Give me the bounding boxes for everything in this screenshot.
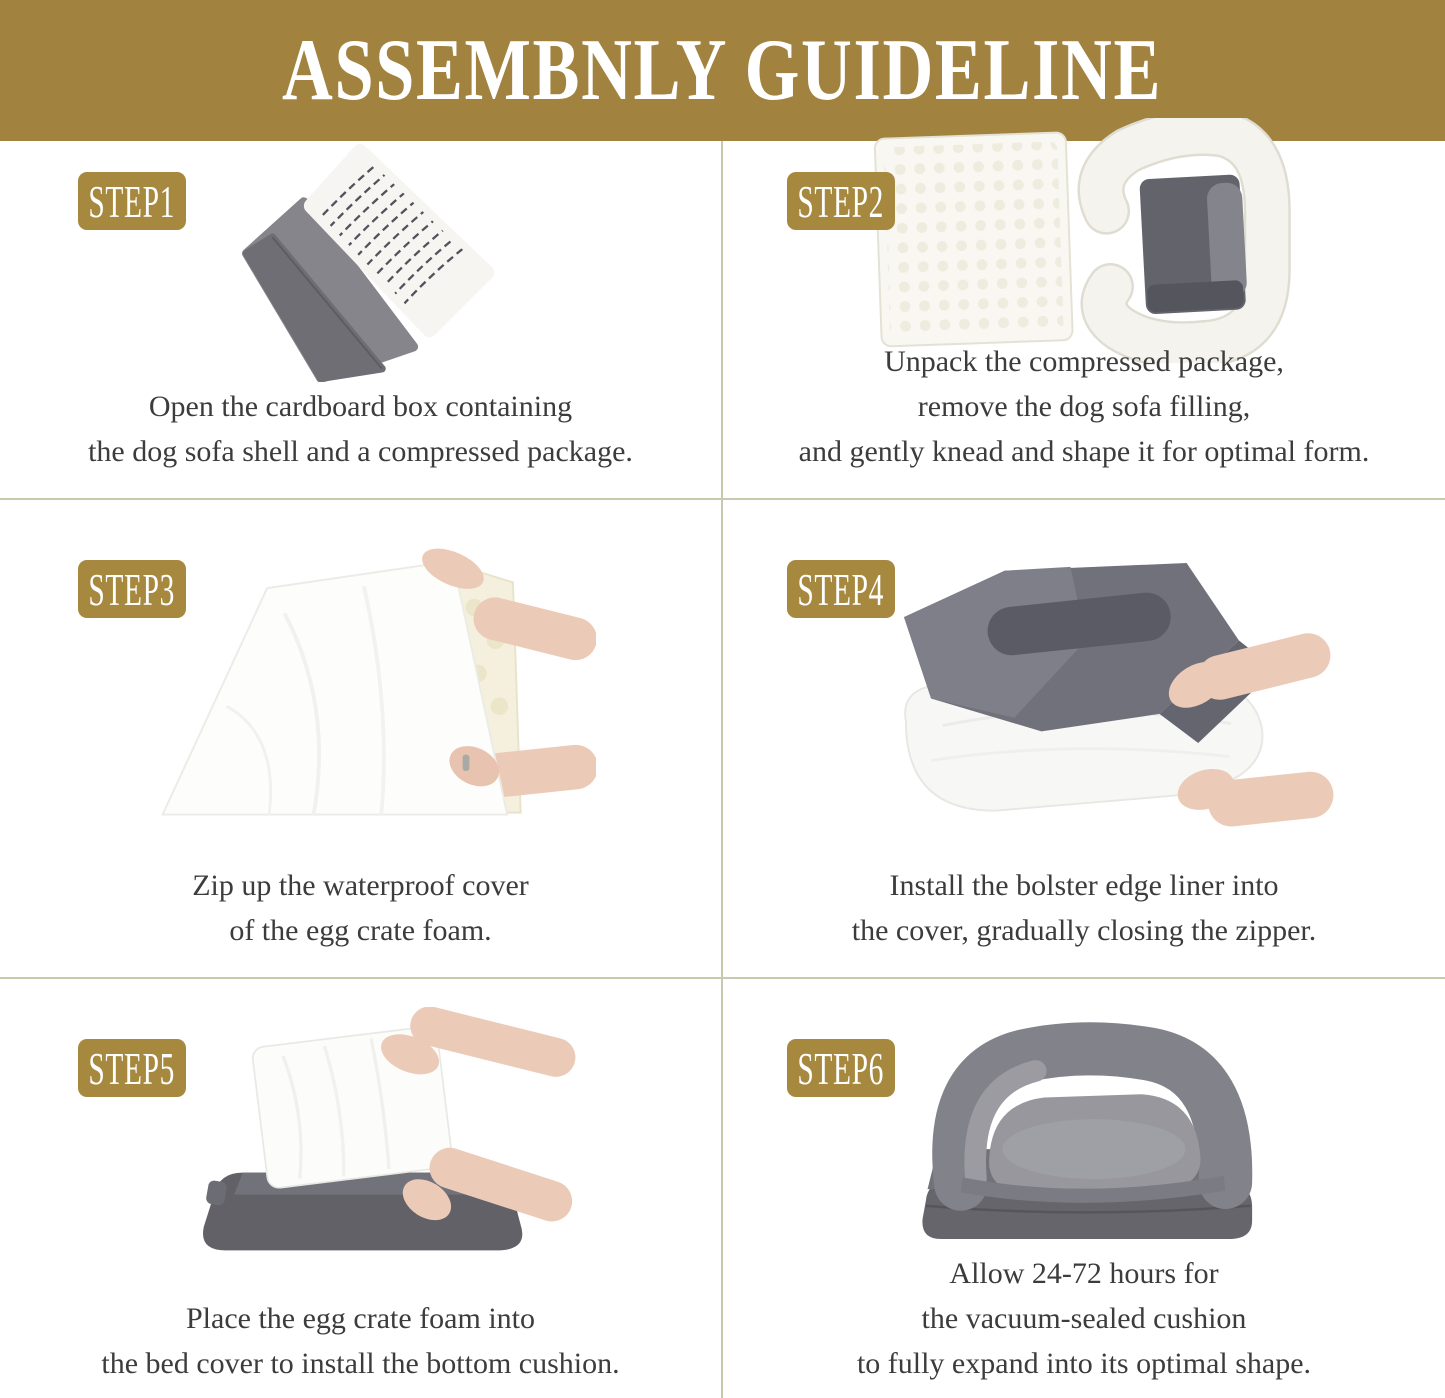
step-6-cell: [723, 979, 1445, 1398]
finished-dog-sofa-image: [849, 986, 1319, 1244]
step-1-caption: Open the cardboard box containing the dog sofa shell and a compressed package.: [88, 390, 633, 468]
step-6-illustration: [723, 979, 1445, 1251]
zipper-pull-icon: [462, 754, 469, 770]
waterproof-cover-sheet: [162, 561, 507, 815]
zipping-waterproof-cover-image: [126, 532, 596, 832]
folded-shell-and-compressed-package-image: [131, 144, 591, 382]
installing-bolster-edge-liner-image: [834, 532, 1334, 832]
step-2-illustration: [723, 141, 1445, 339]
step-2-badge: STEP2: [787, 172, 895, 230]
step-5-caption: Place the egg crate foam into the bed cover to install the bottom cushion.: [101, 1302, 620, 1380]
step-3-caption: Zip up the waterproof cover of the egg crate foam.: [192, 869, 529, 947]
placing-foam-into-cover-image: [136, 1007, 586, 1269]
step-4-cell: [723, 500, 1445, 979]
headrest-filling: [1139, 174, 1248, 314]
step-2-cell: [723, 141, 1445, 500]
step-3-illustration: [0, 500, 721, 863]
hand-pressing-foam-icon: [375, 1007, 579, 1082]
step-3-badge: STEP3: [78, 560, 186, 618]
page-title: ASSEMBNLY GUIDELINE: [282, 22, 1163, 119]
egg-crate-foam-pad: [875, 132, 1073, 346]
step-6-caption: Allow 24-72 hours for the vacuum-sealed cushion to fully expand into its optimal shape.: [856, 1257, 1312, 1380]
step-5-cell: [0, 979, 723, 1398]
step-3-cell: [0, 500, 723, 979]
step-4-illustration: [723, 500, 1445, 863]
step-5-badge: STEP5: [78, 1039, 186, 1097]
step-4-caption: Install the bolster edge liner into the cover, gradually closing the zipper.: [851, 869, 1317, 947]
foam-pad-and-bolster-filling-image: [849, 118, 1319, 363]
step-1-cell: [0, 141, 723, 500]
step-5-illustration: [0, 979, 721, 1296]
step-6-badge: STEP6: [787, 1039, 895, 1097]
step-1-badge: STEP1: [78, 172, 186, 230]
step-2-caption: Unpack the compressed package, remove the dog sofa filling, and gently knead and shape it for optimal form.: [798, 345, 1370, 468]
step-4-badge: STEP4: [787, 560, 895, 618]
steps-grid: [0, 141, 1445, 1398]
sofa-center-cushion: [989, 1094, 1200, 1196]
